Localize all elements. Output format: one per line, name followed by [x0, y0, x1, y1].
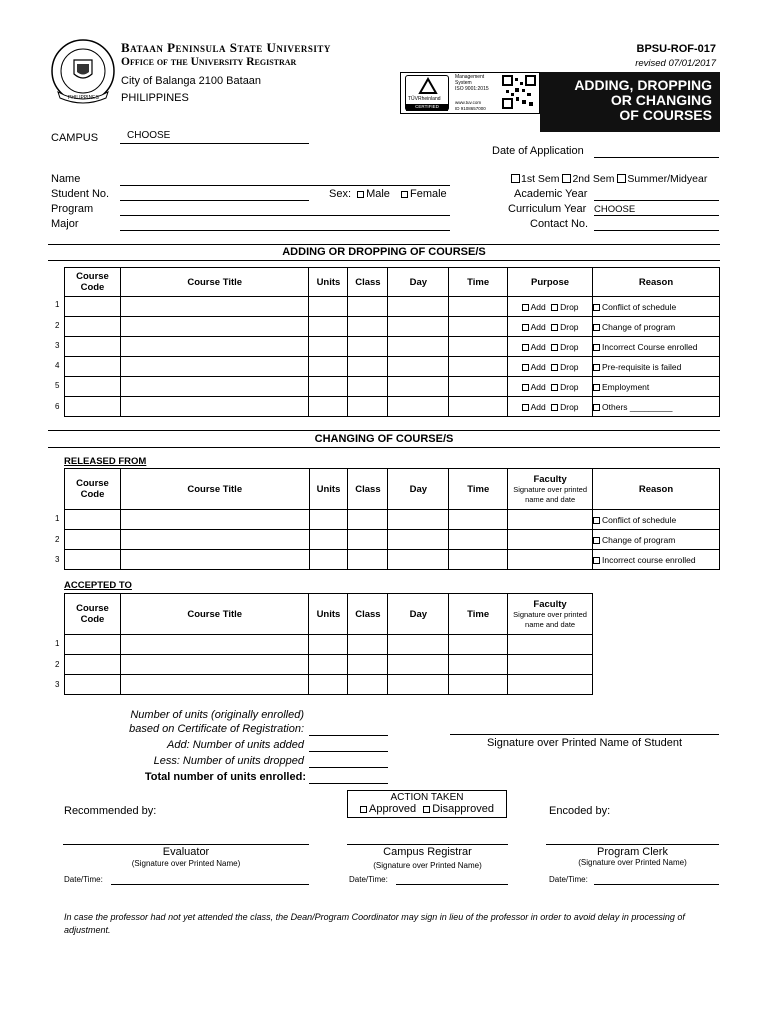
drop-checkbox[interactable] [551, 304, 558, 311]
drop-checkbox[interactable] [551, 404, 558, 411]
accepted-to-table: Course Code Course Title Units Class Day Time Faculty Signature over printed name and date [64, 593, 593, 695]
program-clerk-signature-field[interactable] [546, 844, 719, 845]
table-row [65, 635, 593, 655]
curriculum-year-underline [594, 215, 719, 216]
table-row: Add Drop Others _________ [65, 397, 720, 417]
table-row: Change of program [65, 530, 720, 550]
major-field[interactable] [120, 230, 450, 231]
add-units-field[interactable] [309, 751, 388, 752]
row-number: 2 [55, 660, 60, 669]
col-course-code: Course Code [65, 268, 121, 297]
sem1-checkbox[interactable] [511, 174, 520, 183]
drop-checkbox[interactable] [551, 344, 558, 351]
campus-registrar-datetime-label: Date/Time: [349, 875, 388, 884]
campus-label: CAMPUS [51, 132, 99, 144]
major-label: Major [51, 218, 79, 230]
seal-ribbon-text: PHILIPPINES [68, 95, 99, 101]
female-checkbox[interactable] [401, 191, 408, 198]
contact-no-field[interactable] [594, 230, 719, 231]
table-row: Conflict of schedule [65, 510, 720, 530]
table-row: Add Drop Pre-requisite is failed [65, 357, 720, 377]
academic-year-field[interactable] [594, 200, 719, 201]
reason-checkbox[interactable] [593, 517, 600, 524]
campus-registrar-sig-note: (Signature over Printed Name) [373, 861, 482, 870]
reason-checkbox[interactable] [593, 557, 600, 564]
male-checkbox[interactable] [357, 191, 364, 198]
col-faculty: Faculty [533, 473, 567, 485]
released-from-label: RELEASED FROM [64, 456, 147, 467]
campus-registrar-label: Campus Registrar [383, 846, 472, 858]
sem1-label: 1st Sem [521, 173, 560, 185]
curriculum-year-label: Curriculum Year [508, 203, 587, 215]
reason-checkbox[interactable] [593, 304, 600, 311]
drop-checkbox[interactable] [551, 364, 558, 371]
campus-registrar-signature-field[interactable] [347, 844, 508, 845]
reason-checkbox[interactable] [593, 537, 600, 544]
name-field[interactable] [120, 185, 450, 186]
orig-units-label-1: Number of units (originally enrolled) [130, 709, 304, 721]
add-checkbox[interactable] [522, 404, 529, 411]
reason-checkbox[interactable] [593, 344, 600, 351]
sem2-label: 2nd Sem [572, 173, 615, 185]
less-units-label: Less: Number of units dropped [153, 755, 304, 767]
summer-label: Summer/Midyear [627, 173, 708, 185]
row-number: 4 [55, 361, 60, 370]
university-name: Bataan Peninsula State University [121, 40, 331, 55]
orig-units-label-2: based on Certificate of Registration: [129, 723, 304, 735]
campus-registrar-datetime-field[interactable] [396, 884, 508, 885]
campus-underline [120, 143, 309, 144]
col-reason: Reason [593, 268, 720, 297]
add-checkbox[interactable] [522, 324, 529, 331]
table-row [65, 675, 593, 695]
female-label: Female [409, 188, 447, 200]
row-number: 2 [55, 535, 60, 544]
date-of-application-label: Date of Application [492, 145, 584, 157]
program-label: Program [51, 203, 94, 215]
row-number: 6 [55, 402, 60, 411]
reason-checkbox[interactable] [593, 364, 600, 371]
row-number: 2 [55, 321, 60, 330]
tuv-logo-icon: TÜVRheinland CERTIFIED [405, 75, 449, 111]
divider [48, 260, 720, 261]
program-field[interactable] [120, 215, 450, 216]
adding-dropping-heading: ADDING OR DROPPING OF COURSE/S [282, 246, 486, 258]
col-time: Time [449, 268, 508, 297]
divider [48, 447, 720, 448]
student-no-label: Student No. [51, 188, 110, 200]
total-units-field[interactable] [309, 783, 388, 784]
form-title-box [540, 72, 720, 132]
student-signature-label: Signature over Printed Name of Student [486, 737, 683, 749]
released-from-table: Course Code Course Title Units Class Day Time Faculty Signature over printed name and date Reason Conflict of schedule Change of program Incorrect course enrolled [64, 468, 720, 570]
qr-code-icon [502, 75, 536, 109]
program-clerk-datetime-field[interactable] [594, 884, 719, 885]
table-row: Add Drop Change of program [65, 317, 720, 337]
table-row [65, 655, 593, 675]
col-day: Day [388, 268, 449, 297]
disapproved-checkbox[interactable] [423, 806, 430, 813]
action-taken-box [347, 790, 507, 818]
tuv-certification-badge: TÜVRheinland CERTIFIED Management System ISO 9001:2015 www.tuv.com ID 9108657000 [400, 72, 540, 114]
drop-checkbox[interactable] [551, 324, 558, 331]
col-purpose: Purpose [508, 268, 593, 297]
row-number: 1 [55, 514, 60, 523]
semester-options [511, 173, 707, 185]
sex-label: Sex: [329, 188, 352, 200]
disapproved-label: Disapproved [432, 803, 494, 815]
row-number: 1 [55, 639, 60, 648]
city-address: City of Balanga 2100 Bataan [121, 75, 262, 87]
changing-heading: CHANGING OF COURSE/S [314, 433, 454, 445]
add-checkbox[interactable] [522, 344, 529, 351]
country: PHILIPPINES [121, 92, 189, 104]
col-course-title: Course Title [120, 268, 309, 297]
form-title-line-3: OF COURSES [619, 107, 712, 123]
add-checkbox[interactable] [522, 364, 529, 371]
evaluator-sig-note: (Signature over Printed Name) [131, 859, 241, 868]
row-number: 3 [55, 341, 60, 350]
university-seal [50, 38, 116, 108]
faculty-subtitle: Signature over printed name and date [513, 484, 587, 504]
drop-checkbox[interactable] [551, 384, 558, 391]
revised-date: revised 07/01/2017 [635, 58, 716, 69]
student-signature-field[interactable] [450, 734, 719, 735]
col-class: Class [348, 268, 388, 297]
table-row: Add Drop Incorrect Course enrolled [65, 337, 720, 357]
program-clerk-label: Program Clerk [597, 846, 668, 858]
academic-year-label: Academic Year [514, 188, 588, 200]
student-no-field[interactable] [120, 200, 309, 201]
office-name: Office of the University Registrar [121, 56, 297, 68]
divider [48, 244, 720, 245]
table-row: Incorrect course enrolled [65, 550, 720, 570]
form-title-line-2: OR CHANGING [610, 92, 712, 108]
total-units-label: Total number of units enrolled: [144, 771, 306, 783]
encoded-by-label: Encoded by: [549, 805, 611, 817]
name-label: Name [51, 173, 81, 185]
less-units-field[interactable] [309, 767, 388, 768]
evaluator-signature-field[interactable] [63, 844, 309, 845]
program-clerk-sig-note: (Signature over Printed Name) [578, 858, 687, 867]
evaluator-datetime-field[interactable] [111, 884, 309, 885]
accepted-to-label: ACCEPTED TO [64, 580, 132, 591]
sex-field [329, 188, 447, 200]
row-number: 5 [55, 381, 60, 390]
row-number: 1 [55, 300, 60, 309]
add-checkbox[interactable] [522, 304, 529, 311]
contact-no-label: Contact No. [530, 218, 589, 230]
col-units: Units [309, 268, 348, 297]
form-code: BPSU-ROF-017 [636, 43, 716, 55]
table-row: Add Drop Employment [65, 377, 720, 397]
evaluator-label: Evaluator [162, 846, 210, 858]
sem2-checkbox[interactable] [562, 174, 571, 183]
campus-select[interactable]: CHOOSE [127, 130, 171, 141]
approved-checkbox[interactable] [360, 806, 367, 813]
summer-checkbox[interactable] [617, 174, 626, 183]
form-title-line-1: ADDING, DROPPING [574, 77, 712, 93]
add-checkbox[interactable] [522, 384, 529, 391]
footnote: In case the professor had not yet attended the class, the Dean/Program Coordinator may sign in lieu of the professor in order to avoid delay in processing of adjustment. [64, 912, 685, 935]
program-clerk-datetime-label: Date/Time: [549, 875, 588, 884]
row-number: 3 [55, 555, 60, 564]
evaluator-datetime-label: Date/Time: [64, 875, 103, 884]
action-taken-title: ACTION TAKEN [390, 792, 464, 803]
table-row: Add Drop Conflict of schedule [65, 297, 720, 317]
date-of-application-field[interactable] [594, 157, 719, 158]
curriculum-year-select[interactable]: CHOOSE [594, 204, 636, 215]
reason-checkbox[interactable] [593, 384, 600, 391]
add-units-label: Add: Number of units added [167, 739, 304, 751]
reason-checkbox[interactable] [593, 324, 600, 331]
divider [48, 430, 720, 431]
reason-checkbox[interactable] [593, 404, 600, 411]
approved-label: Approved [369, 803, 417, 815]
recommended-by-label: Recommended by: [64, 805, 157, 817]
row-number: 3 [55, 680, 60, 689]
male-label: Male [366, 188, 390, 200]
orig-units-field[interactable] [309, 735, 388, 736]
adding-dropping-table [64, 267, 720, 417]
